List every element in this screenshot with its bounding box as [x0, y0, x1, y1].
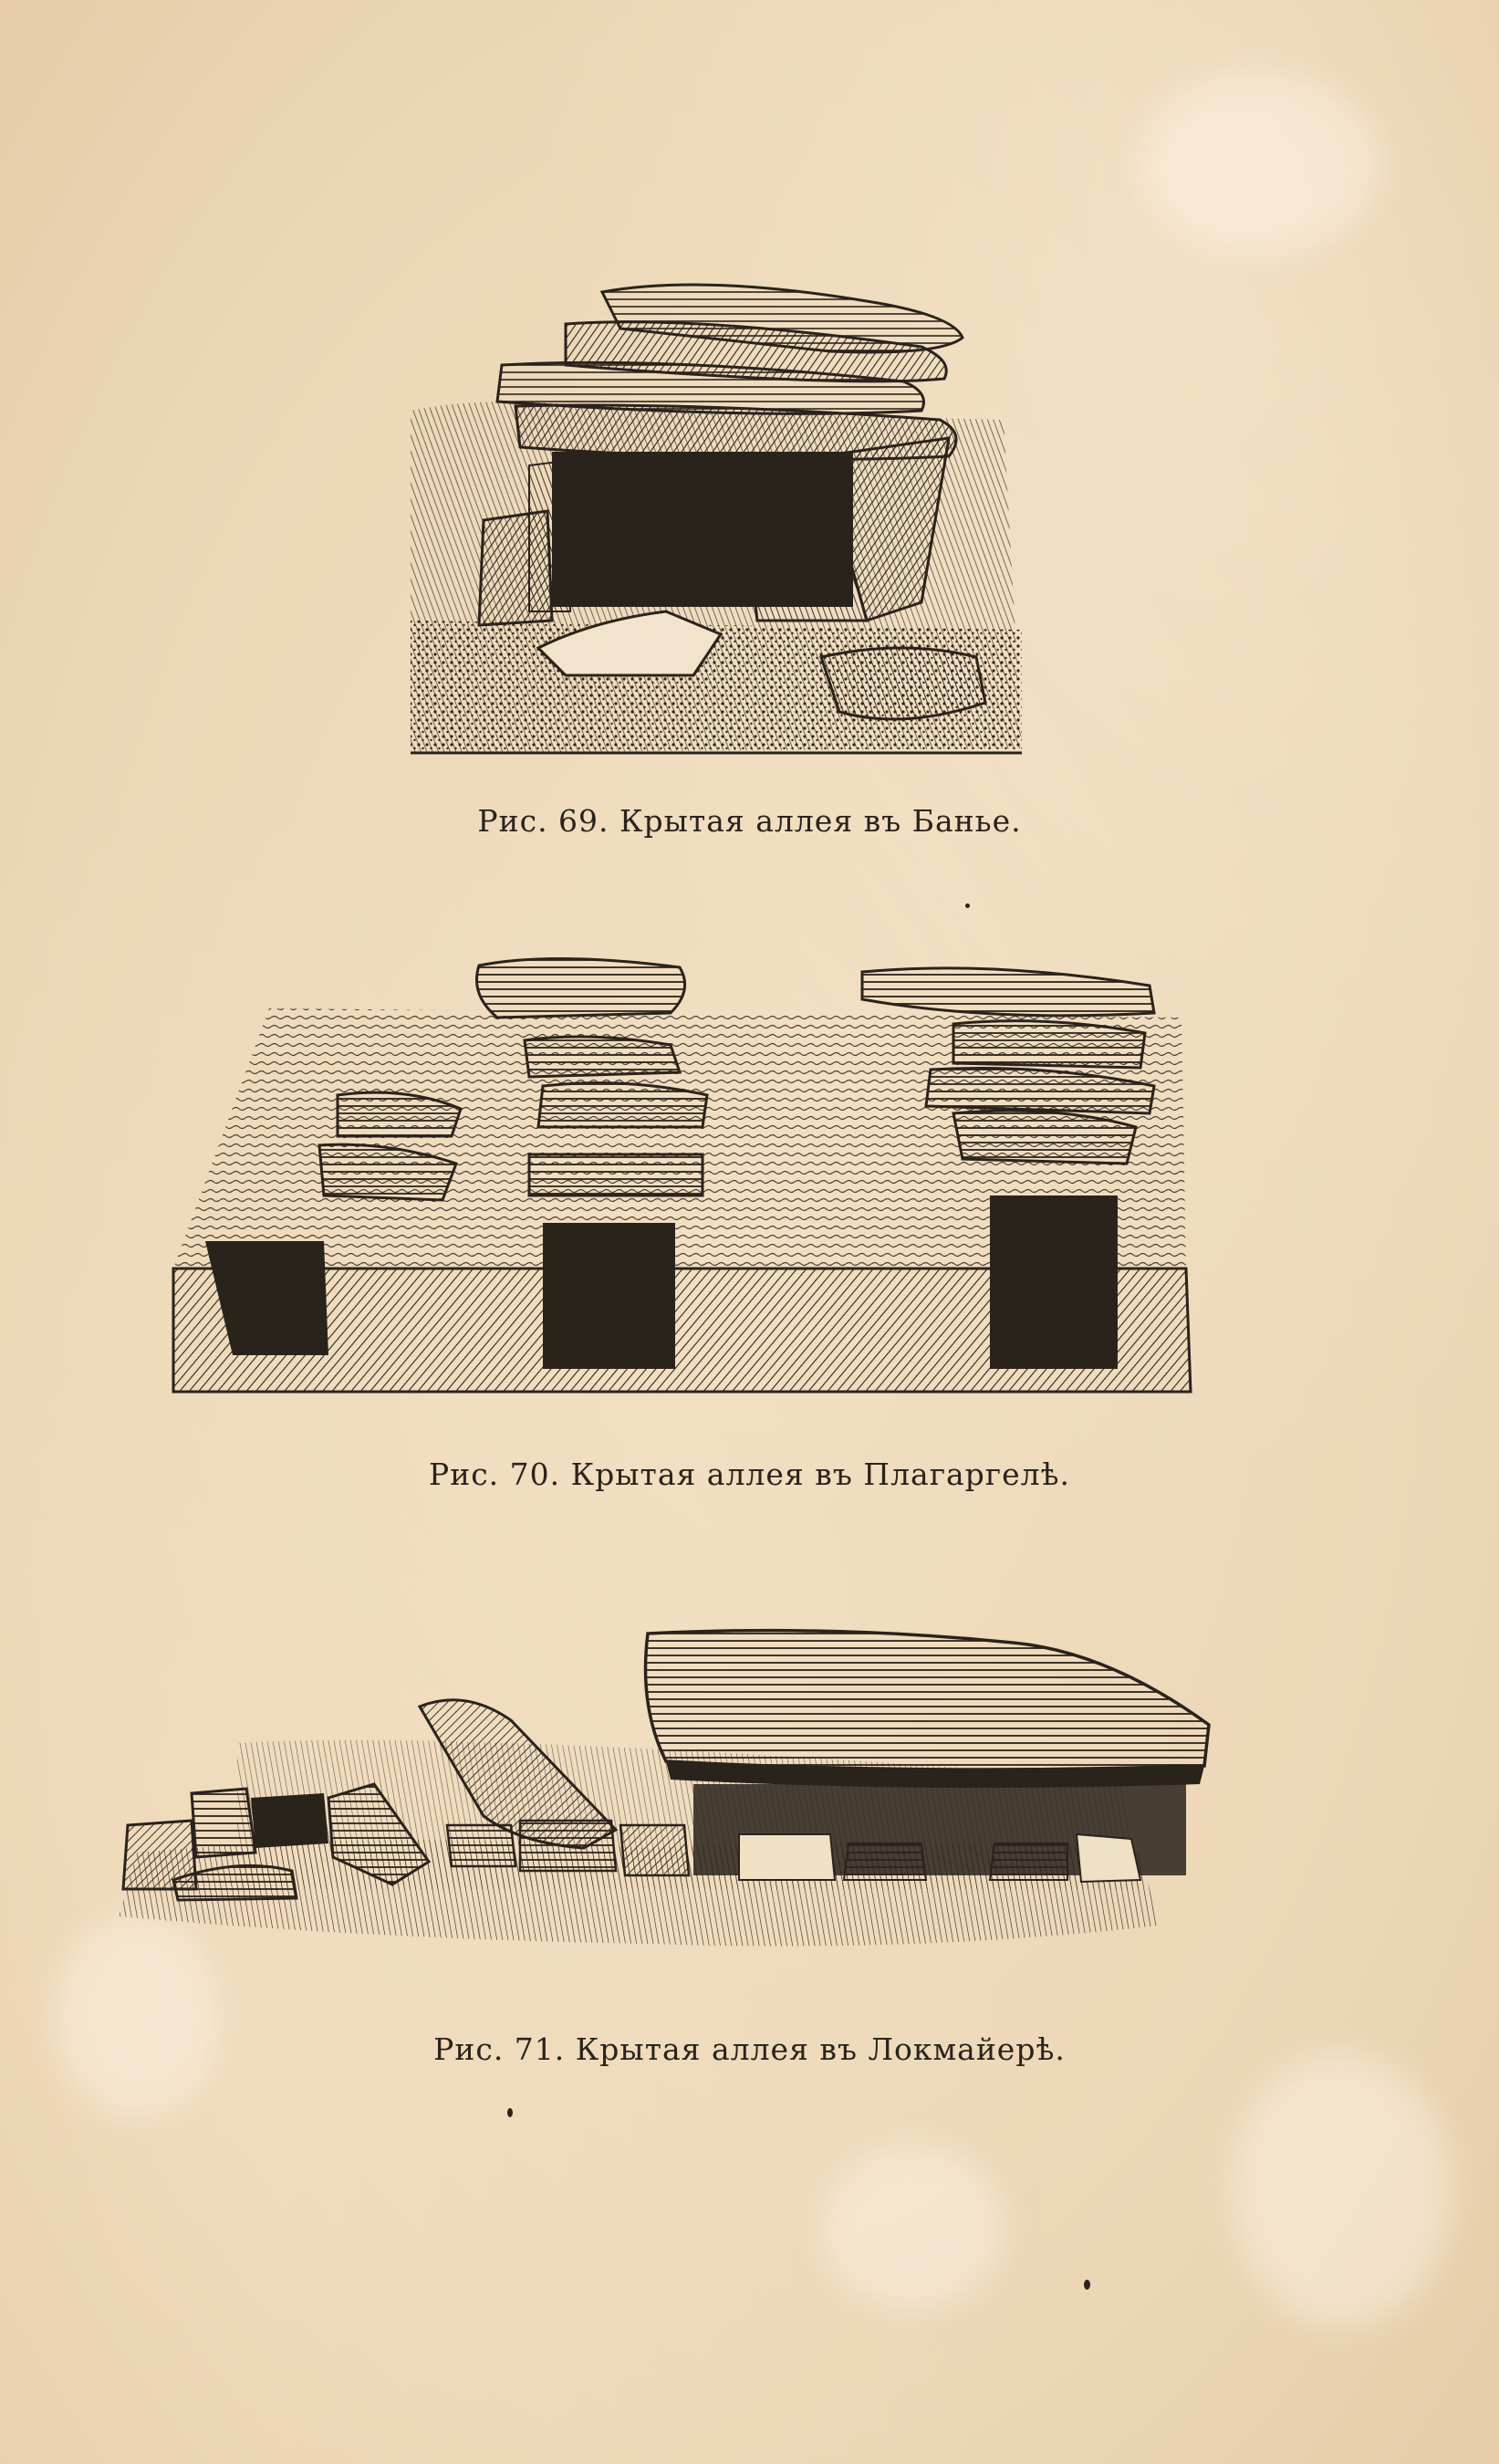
figure-71-caption: Рис. 71. Крытая аллея въ Локмайерѣ. [433, 2031, 1066, 2067]
paper-stain [1232, 2053, 1451, 2327]
paper-stain [821, 2145, 1004, 2309]
paper-stain [1140, 73, 1378, 256]
ink-speck [1084, 2280, 1090, 2290]
figure-69-engraving [392, 274, 1022, 767]
ink-speck [965, 903, 970, 908]
figure-70-caption: Рис. 70. Крытая аллея въ Плагаргелѣ. [429, 1456, 1070, 1492]
figure-70-engraving [169, 949, 1195, 1405]
figure-69-caption: Рис. 69. Крытая аллея въ Банье. [477, 803, 1022, 839]
figure-71-engraving [100, 1615, 1213, 1971]
ink-speck [507, 2108, 513, 2117]
